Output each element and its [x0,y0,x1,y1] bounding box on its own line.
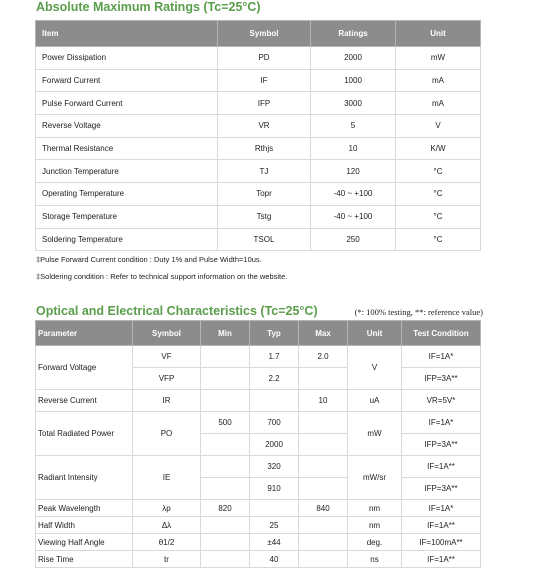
max-cell [299,478,348,500]
symbol-cell: TSOL [218,228,311,251]
col-header-item: Item [36,21,218,47]
max-cell [299,517,348,534]
unit-cell: nm [348,517,402,534]
min-cell [201,456,250,478]
item-cell: Pulse Forward Current [36,92,218,115]
symbol-cell: Topr [218,183,311,206]
col-header-typ: Typ [250,321,299,346]
rating-cell: 3000 [311,92,396,115]
unit-cell: mA [396,92,481,115]
symbol-cell: θ1/2 [133,534,201,551]
table-row [36,183,481,206]
min-cell [201,517,250,534]
parameter-cell: Half Width [36,517,133,534]
typ-cell: 320 [250,456,299,478]
table-row [36,69,481,92]
condition-cell: IF=100mA** [402,534,481,551]
item-cell: Thermal Resistance [36,137,218,160]
min-cell [201,390,250,412]
item-cell: Storage Temperature [36,205,218,228]
table-row [36,412,481,434]
unit-cell: mA [396,69,481,92]
table-row [36,517,481,534]
rating-cell: 5 [311,115,396,138]
condition-cell: IFP=3A** [402,478,481,500]
condition-cell: IF=1A** [402,456,481,478]
unit-cell: mW/sr [348,456,402,500]
min-cell: 820 [201,500,250,517]
condition-cell: IF=1A** [402,517,481,534]
symbol-cell: TJ [218,160,311,183]
symbol-cell: VF [133,346,201,368]
item-cell: Operating Temperature [36,183,218,206]
typ-cell [250,500,299,517]
symbol-cell: Δλ [133,517,201,534]
max-cell [299,534,348,551]
optical-characteristics-title: Optical and Electrical Characteristics (Tc=25°C) [36,304,318,318]
col-header-ratings: Ratings [311,21,396,47]
symbol-cell: Rthjs [218,137,311,160]
unit-cell: deg. [348,534,402,551]
condition-cell: IF=1A* [402,412,481,434]
unit-cell: °C [396,228,481,251]
symbol-cell: λp [133,500,201,517]
symbol-cell: IE [133,456,201,500]
symbol-cell: IFP [218,92,311,115]
table-row [36,205,481,228]
unit-cell: °C [396,183,481,206]
header-row [36,321,481,346]
optical-characteristics-table [35,320,481,568]
symbol-cell: VR [218,115,311,138]
rating-cell: 120 [311,160,396,183]
typ-cell: 1.7 [250,346,299,368]
max-cell [299,456,348,478]
parameter-cell: Viewing Half Angle [36,534,133,551]
max-cell [299,551,348,568]
symbol-cell: tr [133,551,201,568]
table-row [36,456,481,478]
max-cell: 840 [299,500,348,517]
item-cell: Soldering Temperature [36,228,218,251]
symbol-cell: IR [133,390,201,412]
min-cell [201,478,250,500]
header-row [36,21,481,47]
rating-cell: 1000 [311,69,396,92]
soldering-footnote: ‡Soldering condition : Refer to technical support information on the website. [36,272,288,281]
parameter-cell: Reverse Current [36,390,133,412]
table-row [36,534,481,551]
condition-cell: IFP=3A** [402,368,481,390]
table-row [36,92,481,115]
max-cell: 10 [299,390,348,412]
symbol-cell: PD [218,47,311,70]
typ-cell [250,390,299,412]
typ-cell: 2.2 [250,368,299,390]
max-cell [299,368,348,390]
table-row [36,137,481,160]
table-row [36,346,481,368]
condition-cell: IF=1A* [402,346,481,368]
table-row [36,500,481,517]
table-row [36,115,481,138]
typ-cell: 700 [250,412,299,434]
item-cell: Forward Current [36,69,218,92]
parameter-cell: Radiant Intensity [36,456,133,500]
symbol-cell: PO [133,412,201,456]
typ-cell: 2000 [250,434,299,456]
col-header-unit: Unit [348,321,402,346]
abs-max-ratings-table [35,20,481,251]
typ-cell: 25 [250,517,299,534]
parameter-cell: Forward Voltage [36,346,133,390]
testing-legend-note: (*: 100% testing, **: reference value) [354,307,483,317]
min-cell [201,346,250,368]
max-cell [299,434,348,456]
typ-cell: 910 [250,478,299,500]
col-header-symbol: Symbol [133,321,201,346]
unit-cell: V [348,346,402,390]
table-row [36,228,481,251]
unit-cell: °C [396,205,481,228]
unit-cell: mW [396,47,481,70]
item-cell: Power Dissipation [36,47,218,70]
abs-max-ratings-title: Absolute Maximum Ratings (Tc=25°C) [36,0,261,14]
min-cell [201,534,250,551]
col-header-min: Min [201,321,250,346]
typ-cell: ±44 [250,534,299,551]
symbol-cell: IF [218,69,311,92]
rating-cell: -40 ~ +100 [311,205,396,228]
condition-cell: IF=1A** [402,551,481,568]
col-header-symbol: Symbol [218,21,311,47]
min-cell [201,368,250,390]
col-header-unit: Unit [396,21,481,47]
max-cell: 2.0 [299,346,348,368]
rating-cell: -40 ~ +100 [311,183,396,206]
min-cell [201,551,250,568]
parameter-cell: Rise Time [36,551,133,568]
unit-cell: mW [348,412,402,456]
unit-cell: °C [396,160,481,183]
typ-cell: 40 [250,551,299,568]
pulse-current-footnote: ‡Pulse Forward Current condition : Duty 1% and Pulse Width=10us. [36,255,262,264]
unit-cell: ns [348,551,402,568]
rating-cell: 250 [311,228,396,251]
rating-cell: 2000 [311,47,396,70]
unit-cell: uA [348,390,402,412]
parameter-cell: Peak Wavelength [36,500,133,517]
rating-cell: 10 [311,137,396,160]
symbol-cell: Tstg [218,205,311,228]
table-row [36,160,481,183]
unit-cell: V [396,115,481,138]
col-header-test-condition: Test Condition [402,321,481,346]
min-cell: 500 [201,412,250,434]
unit-cell: nm [348,500,402,517]
unit-cell: K/W [396,137,481,160]
condition-cell: VR=5V* [402,390,481,412]
table-row [36,551,481,568]
table-row [36,47,481,70]
min-cell [201,434,250,456]
condition-cell: IFP=3A** [402,434,481,456]
item-cell: Reverse Voltage [36,115,218,138]
table-row [36,390,481,412]
max-cell [299,412,348,434]
item-cell: Junction Temperature [36,160,218,183]
symbol-cell: VFP [133,368,201,390]
condition-cell: IF=1A* [402,500,481,517]
parameter-cell: Total Radiated Power [36,412,133,456]
col-header-max: Max [299,321,348,346]
col-header-parameter: Parameter [36,321,133,346]
